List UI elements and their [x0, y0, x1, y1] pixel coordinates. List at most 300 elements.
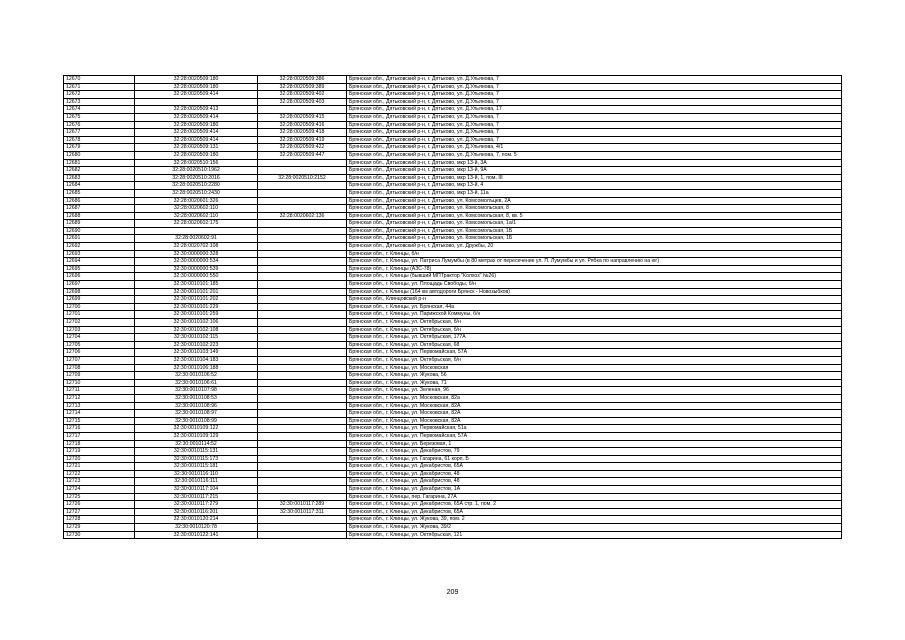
- table-row: [64, 167, 842, 175]
- parcel-number-cell: 32:28:0020509:414: [135, 129, 258, 137]
- parcel-number-cell: 32:28:0020509:414: [135, 91, 258, 99]
- parcel-number-cell: 32:28:0020602:110: [135, 212, 258, 220]
- table-row: [64, 524, 842, 532]
- row-number-cell: 12709: [64, 372, 135, 380]
- object-number-cell: 32:28:0020509:418: [258, 129, 347, 137]
- object-number-cell: [258, 356, 347, 364]
- row-number-cell: 12671: [64, 83, 135, 91]
- row-number-cell: 12694: [64, 258, 135, 266]
- table-row: [64, 334, 842, 342]
- table-row: [64, 144, 842, 152]
- row-number-cell: 12697: [64, 281, 135, 289]
- object-number-cell: [258, 493, 347, 501]
- table-row: [64, 235, 842, 243]
- table-row: [64, 227, 842, 235]
- address-cell: Брянская обл., г. Клинцы, ул. Декабристов, 1А: [347, 486, 842, 494]
- address-cell: Брянская обл., Дятьковский р-н, г. Дятьково, ул. Д.Ульянова, 7: [347, 91, 842, 99]
- table-row: [64, 394, 842, 402]
- row-number-cell: 12720: [64, 455, 135, 463]
- row-number-cell: 12681: [64, 159, 135, 167]
- row-number-cell: 12723: [64, 478, 135, 486]
- parcel-number-cell: 32:30:0010101:185: [135, 281, 258, 289]
- parcel-number-cell: 32:28:0020510:1962: [135, 167, 258, 175]
- table-row: [64, 349, 842, 357]
- object-number-cell: [258, 364, 347, 372]
- parcel-number-cell: 32:30:0010102:223: [135, 341, 258, 349]
- address-cell: Брянская обл., г. Клинцы, ул. Декабристов, 65А стр. 1, пом. 2: [347, 501, 842, 509]
- object-number-cell: [258, 159, 347, 167]
- object-number-cell: [258, 227, 347, 235]
- row-number-cell: 12698: [64, 288, 135, 296]
- parcel-number-cell: 32:30:0010101:202: [135, 296, 258, 304]
- address-cell: Брянская обл., г. Клинцы (АЗС-78): [347, 265, 842, 273]
- row-number-cell: 12727: [64, 508, 135, 516]
- parcel-number-cell: 32:30:0010101:229: [135, 303, 258, 311]
- table-row: [64, 288, 842, 296]
- address-cell: Брянская обл., г. Клинцы, ул. Октябрьская, 177А: [347, 334, 842, 342]
- object-number-cell: [258, 440, 347, 448]
- object-number-cell: [258, 455, 347, 463]
- table-row: [64, 387, 842, 395]
- parcel-number-cell: 32:30:0010108:53: [135, 394, 258, 402]
- parcel-number-cell: 32:30:0010106:188: [135, 364, 258, 372]
- row-number-cell: 12688: [64, 212, 135, 220]
- row-number-cell: 12675: [64, 113, 135, 121]
- row-number-cell: 12680: [64, 151, 135, 159]
- table-row: [64, 265, 842, 273]
- address-cell: Брянская обл., г. Клинцы, ул. Октябрьская, 121: [347, 531, 842, 539]
- address-cell: Брянская обл., Дятьковский р-н, г. Дятьково, ул. Д.Ульянова, 7: [347, 98, 842, 106]
- object-number-cell: [258, 341, 347, 349]
- object-number-cell: [258, 425, 347, 433]
- row-number-cell: 12721: [64, 463, 135, 471]
- table-row: [64, 212, 842, 220]
- parcel-number-cell: 32:30:0010108:97: [135, 410, 258, 418]
- parcel-number-cell: 32:28:0020510:2016: [135, 174, 258, 182]
- table-row: [64, 478, 842, 486]
- parcel-number-cell: 32:30:0010107:98: [135, 387, 258, 395]
- table-row: [64, 455, 842, 463]
- page-number: 209: [446, 589, 459, 596]
- address-cell: Брянская обл., г. Клинцы, ул. Площадь Свободы, б/н: [347, 281, 842, 289]
- parcel-number-cell: 32:28:0020602:110: [135, 205, 258, 213]
- parcel-number-cell: 32:28:0020509:180: [135, 76, 258, 84]
- address-cell: Брянская обл., Дятьковский р-н, г. Дятьково, ул. Д.Ульянова, 7: [347, 76, 842, 84]
- table-row: [64, 432, 842, 440]
- object-number-cell: 32:28:0020509:416: [258, 121, 347, 129]
- object-number-cell: [258, 189, 347, 197]
- parcel-number-cell: 32:28:0020702:108: [135, 243, 258, 251]
- parcel-number-cell: 32:30:0010108:99: [135, 417, 258, 425]
- table-row: [64, 364, 842, 372]
- row-number-cell: 12696: [64, 273, 135, 281]
- parcel-number-cell: 32:28:0020510:2280: [135, 182, 258, 190]
- object-number-cell: 32:28:0020509:415: [258, 113, 347, 121]
- table-row: [64, 273, 842, 281]
- table-row: [64, 508, 842, 516]
- object-number-cell: 32:28:0020509:422: [258, 144, 347, 152]
- table-row: [64, 243, 842, 251]
- table-row: [64, 182, 842, 190]
- parcel-number-cell: 32:30:0010106:61: [135, 379, 258, 387]
- row-number-cell: 12702: [64, 319, 135, 327]
- address-cell: Брянская обл., Дятьковский р-н, г. Дятьково, ул. Комсомольская, 1Б: [347, 235, 842, 243]
- table-row: [64, 493, 842, 501]
- parcel-number-cell: [135, 98, 258, 106]
- parcel-number-cell: 32:30:0010102:115: [135, 334, 258, 342]
- parcel-number-cell: 32:30:0000000:534: [135, 258, 258, 266]
- table-row: [64, 402, 842, 410]
- parcel-number-cell: 32:30:0010115:181: [135, 463, 258, 471]
- address-cell: Брянская обл., г. Клинцы, ул. Первомайская, 51а: [347, 425, 842, 433]
- row-number-cell: 12722: [64, 470, 135, 478]
- address-cell: Брянская обл., Дятьковский р-н, г. Дятьково, ул. Д.Ульянова, 7: [347, 129, 842, 137]
- parcel-number-cell: 32:30:0010104:183: [135, 356, 258, 364]
- parcel-number-cell: 32:28:0020509:180: [135, 121, 258, 129]
- address-cell: Брянская обл., Дятьковский р-н, г. Дятьково, мкр 13-й, 3А: [347, 159, 842, 167]
- row-number-cell: 12716: [64, 425, 135, 433]
- address-cell: Брянская обл., Дятьковский р-н, г. Дятьково, ул. Комсомолъцев, 2А: [347, 197, 842, 205]
- row-number-cell: 12715: [64, 417, 135, 425]
- object-number-cell: [258, 205, 347, 213]
- address-cell: Брянская обл., г. Клинцы, пер. Гагарина, 27А: [347, 493, 842, 501]
- row-number-cell: 12695: [64, 265, 135, 273]
- parcel-number-cell: 32:30:0010102:106: [135, 319, 258, 327]
- parcel-number-cell: 32:28:0020602:175: [135, 220, 258, 228]
- table-row: [64, 106, 842, 114]
- table-row: [64, 372, 842, 380]
- row-number-cell: 12684: [64, 182, 135, 190]
- row-number-cell: 12676: [64, 121, 135, 129]
- parcel-number-cell: 32:30:0010109:129: [135, 432, 258, 440]
- parcel-number-cell: 32:30:0010106:52: [135, 372, 258, 380]
- row-number-cell: 12672: [64, 91, 135, 99]
- address-cell: Брянская обл., Дятьковский р-н, г. Дятьково, ул. Комсомольская, 1а/1: [347, 220, 842, 228]
- parcel-number-cell: 32:30:0010115:131: [135, 448, 258, 456]
- parcel-number-cell: 32:30:0000000:539: [135, 265, 258, 273]
- address-cell: Брянская обл., г. Клинцы, б/н: [347, 250, 842, 258]
- row-number-cell: 12718: [64, 440, 135, 448]
- object-number-cell: 32:28:0020509:419: [258, 136, 347, 144]
- row-number-cell: 12679: [64, 144, 135, 152]
- row-number-cell: 12693: [64, 250, 135, 258]
- address-cell: Брянская обл., г. Клинцы, ул. Гагарина, 61 корп. Б: [347, 455, 842, 463]
- address-cell: Брянская обл., г. Клинцы, ул. Жукова, 71: [347, 379, 842, 387]
- row-number-cell: 12706: [64, 349, 135, 357]
- row-number-cell: 12730: [64, 531, 135, 539]
- parcel-number-cell: 32:30:0010117:215: [135, 493, 258, 501]
- parcel-number-cell: 32:30:0010103:149: [135, 349, 258, 357]
- object-number-cell: [258, 478, 347, 486]
- object-number-cell: [258, 402, 347, 410]
- row-number-cell: 12690: [64, 227, 135, 235]
- row-number-cell: 12728: [64, 516, 135, 524]
- object-number-cell: [258, 197, 347, 205]
- address-cell: Брянская обл., г. Клинцы, ул. Московская, 82А: [347, 417, 842, 425]
- object-number-cell: [258, 182, 347, 190]
- address-cell: Брянская обл., г. Клинцы, ул. Декабристов, 48: [347, 470, 842, 478]
- table-row: [64, 174, 842, 182]
- address-cell: Брянская обл., Дятьковский р-н, г. Дятьково, ул. Комсомольская, 1Б: [347, 227, 842, 235]
- address-cell: Брянская обл., г. Клинцы, ул. Патриса Лумумбы (в 80 метрах от пересечение ул. П. Лумумбы и ул. Рябка по направлению на юг): [347, 258, 842, 266]
- object-number-cell: [258, 250, 347, 258]
- object-number-cell: 32:28:0020509:447: [258, 151, 347, 159]
- address-cell: Брянская обл., г. Клинцы, ул. Первомайская, 57А: [347, 432, 842, 440]
- object-number-cell: [258, 311, 347, 319]
- table-row: [64, 83, 842, 91]
- address-cell: Брянская обл., Дятьковский р-н, г. Дятьково, ул. Д.Ульянова, 7: [347, 136, 842, 144]
- row-number-cell: 12707: [64, 356, 135, 364]
- address-cell: Брянская обл., г. Клинцы, ул. Московская: [347, 364, 842, 372]
- row-number-cell: 12699: [64, 296, 135, 304]
- object-number-cell: [258, 379, 347, 387]
- object-number-cell: 32:28:0020509:389: [258, 83, 347, 91]
- parcel-number-cell: 32:30:0010101:201: [135, 288, 258, 296]
- row-number-cell: 12717: [64, 432, 135, 440]
- address-cell: Брянская обл., г. Клинцы, ул. Жукова, 39, пом. 2: [347, 516, 842, 524]
- table-row: [64, 205, 842, 213]
- parcel-number-cell: 32:30:0010108:96: [135, 402, 258, 410]
- row-number-cell: 12700: [64, 303, 135, 311]
- table-row: [64, 501, 842, 509]
- object-number-cell: [258, 273, 347, 281]
- row-number-cell: 12678: [64, 136, 135, 144]
- table-row: [64, 129, 842, 137]
- row-number-cell: 12687: [64, 205, 135, 213]
- address-cell: Брянская обл., Дятьковский р-н, г. Дятьково, ул. Д.Ульянова, 7, пом. 5: [347, 151, 842, 159]
- parcel-number-cell: 32:28:0020509:413: [135, 106, 258, 114]
- table-row: [64, 486, 842, 494]
- object-number-cell: 32:28:0020510:2152: [258, 174, 347, 182]
- address-cell: Брянская обл., Дятьковский р-н, г. Дятьково, мкр 13-й, 1, пом. III: [347, 174, 842, 182]
- table-row: [64, 448, 842, 456]
- parcel-number-cell: 32:30:0010120:214: [135, 516, 258, 524]
- parcel-number-cell: 32:30:0010116:110: [135, 470, 258, 478]
- object-number-cell: [258, 319, 347, 327]
- parcel-number-cell: 32:28:0020509:414: [135, 136, 258, 144]
- table-row: [64, 189, 842, 197]
- object-number-cell: 32:28:0020509:386: [258, 76, 347, 84]
- row-number-cell: 12673: [64, 98, 135, 106]
- row-number-cell: 12713: [64, 402, 135, 410]
- table-row: [64, 136, 842, 144]
- parcel-number-cell: 32:28:0020602:91: [135, 235, 258, 243]
- row-number-cell: 12691: [64, 235, 135, 243]
- table-row: [64, 258, 842, 266]
- table-row: [64, 463, 842, 471]
- address-cell: Брянская обл., Клинцовский р-н: [347, 296, 842, 304]
- table-row: [64, 379, 842, 387]
- parcel-number-cell: 32:30:0000000:550: [135, 273, 258, 281]
- row-number-cell: 12674: [64, 106, 135, 114]
- row-number-cell: 12711: [64, 387, 135, 395]
- table-row: [64, 91, 842, 99]
- table-row: [64, 417, 842, 425]
- row-number-cell: 12692: [64, 243, 135, 251]
- parcel-number-cell: 32:28:0020601:326: [135, 197, 258, 205]
- table-row: [64, 356, 842, 364]
- row-number-cell: 12670: [64, 76, 135, 84]
- table-row: [64, 319, 842, 327]
- object-number-cell: [258, 334, 347, 342]
- parcel-number-cell: 32:28:0020509:180: [135, 151, 258, 159]
- address-cell: Брянская обл., г. Клинцы, ул. Октябрьская, б/н: [347, 356, 842, 364]
- table-row: [64, 121, 842, 129]
- address-cell: Брянская обл., Дятьковский р-н, г. Дятьково, ул. Комсомольская, 8: [347, 205, 842, 213]
- address-cell: Брянская обл., г. Клинцы, ул. Декабристов, 65А: [347, 463, 842, 471]
- address-cell: Брянская обл., г. Клинцы, ул. Березовая, 1: [347, 440, 842, 448]
- address-cell: Брянская обл., Дятьковский р-н, г. Дятьково, ул. Д.Ульянова, 7: [347, 83, 842, 91]
- row-number-cell: 12705: [64, 341, 135, 349]
- parcel-number-cell: 32:30:0010122:141: [135, 531, 258, 539]
- parcel-number-cell: 32:30:0010101:259: [135, 311, 258, 319]
- table-row: [64, 220, 842, 228]
- parcel-number-cell: 32:30:0000000:328: [135, 250, 258, 258]
- parcel-number-cell: 32:30:0010102:108: [135, 326, 258, 334]
- address-cell: Брянская обл., г. Клинцы, ул. Октябрьская, б/н: [347, 319, 842, 327]
- table-row: [64, 303, 842, 311]
- row-number-cell: 12683: [64, 174, 135, 182]
- table-row: [64, 410, 842, 418]
- address-cell: Брянская обл., г. Клинцы, ул. Декабристов, 79: [347, 448, 842, 456]
- row-number-cell: 12685: [64, 189, 135, 197]
- object-number-cell: [258, 167, 347, 175]
- object-number-cell: [258, 243, 347, 251]
- object-number-cell: [258, 463, 347, 471]
- object-number-cell: 32:30:0010117:289: [258, 501, 347, 509]
- object-number-cell: [258, 410, 347, 418]
- table-row: [64, 197, 842, 205]
- table-row: [64, 281, 842, 289]
- parcel-number-cell: 32:30:0010117:279: [135, 501, 258, 509]
- object-number-cell: [258, 349, 347, 357]
- parcel-number-cell: 32:30:0010115:173: [135, 455, 258, 463]
- object-number-cell: [258, 106, 347, 114]
- row-number-cell: 12703: [64, 326, 135, 334]
- table-row: [64, 311, 842, 319]
- parcel-number-cell: 32:28:0020510:156: [135, 159, 258, 167]
- object-number-cell: 32:28:0020509:402: [258, 91, 347, 99]
- row-number-cell: 12714: [64, 410, 135, 418]
- object-number-cell: [258, 220, 347, 228]
- table-row: [64, 516, 842, 524]
- table-row: [64, 470, 842, 478]
- address-cell: Брянская обл., г. Клинцы, ул. Брянская, 44а: [347, 303, 842, 311]
- table-row: [64, 113, 842, 121]
- row-number-cell: 12726: [64, 501, 135, 509]
- address-cell: Брянская обл., г. Клинцы (164 км автодороги Брянск - Новозыбков): [347, 288, 842, 296]
- object-number-cell: [258, 432, 347, 440]
- row-number-cell: 12704: [64, 334, 135, 342]
- object-number-cell: [258, 417, 347, 425]
- address-cell: Брянская обл., Дятьковский р-н, г. Дятьково, ул. Д.Ульянова, 7: [347, 113, 842, 121]
- cadastral-table-body: [64, 76, 842, 539]
- row-number-cell: 12708: [64, 364, 135, 372]
- row-number-cell: 12710: [64, 379, 135, 387]
- table-row: [64, 326, 842, 334]
- table-row: [64, 250, 842, 258]
- object-number-cell: [258, 281, 347, 289]
- address-cell: Брянская обл., Дятьковский р-н, г. Дятьково, ул. Д.Ульянова, 4/1: [347, 144, 842, 152]
- object-number-cell: [258, 394, 347, 402]
- address-cell: Брянская обл., г. Клинцы, ул. Декабристов, 48: [347, 478, 842, 486]
- parcel-number-cell: 32:30:0010116:111: [135, 478, 258, 486]
- row-number-cell: 12729: [64, 524, 135, 532]
- object-number-cell: [258, 288, 347, 296]
- address-cell: Брянская обл., г. Клинцы, ул. Зеленая, 96: [347, 387, 842, 395]
- parcel-number-cell: 32:30:0010109:122: [135, 425, 258, 433]
- row-number-cell: 12701: [64, 311, 135, 319]
- object-number-cell: [258, 258, 347, 266]
- table-row: [64, 296, 842, 304]
- parcel-number-cell: 32:28:0020509:180: [135, 83, 258, 91]
- address-cell: Брянская обл., г. Клинцы, ул. Декабристов, 65А: [347, 508, 842, 516]
- address-cell: Брянская обл., г. Клинцы, ул. Московская, 82А: [347, 410, 842, 418]
- address-cell: Брянская обл., Дятьковский р-н, г. Дятьково, ул. Комсомольская, 8, кв. 5: [347, 212, 842, 220]
- cadastral-table: [63, 75, 842, 539]
- parcel-number-cell: 32:30:0010117:104: [135, 486, 258, 494]
- row-number-cell: 12712: [64, 394, 135, 402]
- object-number-cell: [258, 524, 347, 532]
- object-number-cell: [258, 448, 347, 456]
- row-number-cell: 12719: [64, 448, 135, 456]
- address-cell: Брянская обл., Дятьковский р-н, г. Дятьково, ул. Д.Ульянова, 17: [347, 106, 842, 114]
- parcel-number-cell: 32:30:0010116:201: [135, 508, 258, 516]
- address-cell: Брянская обл., Дятьковский р-н, г. Дятьково, ул. Д.Ульянова, 7: [347, 121, 842, 129]
- object-number-cell: [258, 516, 347, 524]
- address-cell: Брянская обл., г. Клинцы, ул. Московская, 82а: [347, 394, 842, 402]
- address-cell: Брянская обл., г. Клинцы, ул. Московская, 82А: [347, 402, 842, 410]
- address-cell: Брянская обл., г. Клинцы, ул. Парижской Коммуны, б/н: [347, 311, 842, 319]
- row-number-cell: 12724: [64, 486, 135, 494]
- row-number-cell: 12689: [64, 220, 135, 228]
- table-row: [64, 440, 842, 448]
- parcel-number-cell: 32:30:0010120:78: [135, 524, 258, 532]
- object-number-cell: [258, 470, 347, 478]
- table-row: [64, 98, 842, 106]
- address-cell: Брянская обл., г. Клинцы (бывший МПТрактор "Колхоз" №26): [347, 273, 842, 281]
- object-number-cell: [258, 235, 347, 243]
- parcel-number-cell: 32:28:0020509:414: [135, 113, 258, 121]
- object-number-cell: [258, 531, 347, 539]
- object-number-cell: [258, 265, 347, 273]
- parcel-number-cell: 32:28:0020510:2430: [135, 189, 258, 197]
- parcel-number-cell: [135, 227, 258, 235]
- object-number-cell: 32:30:0010117:311: [258, 508, 347, 516]
- row-number-cell: 12725: [64, 493, 135, 501]
- object-number-cell: [258, 303, 347, 311]
- row-number-cell: 12677: [64, 129, 135, 137]
- table-row: [64, 76, 842, 84]
- object-number-cell: [258, 387, 347, 395]
- object-number-cell: 32:28:0020602:136: [258, 212, 347, 220]
- parcel-number-cell: 32:28:0020509:131: [135, 144, 258, 152]
- address-cell: Брянская обл., Дятьковский р-н, г. Дятьково, ул. Дружбы, 20: [347, 243, 842, 251]
- row-number-cell: 12686: [64, 197, 135, 205]
- object-number-cell: 32:28:0020509:403: [258, 98, 347, 106]
- address-cell: Брянская обл., г. Клинцы, ул. Октябрьская, 68: [347, 341, 842, 349]
- address-cell: Брянская обл., г. Клинцы, ул. Жукова, 56: [347, 372, 842, 380]
- object-number-cell: [258, 326, 347, 334]
- address-cell: Брянская обл., Дятьковский р-н, г. Дятьково, мкр 13-й, 11а: [347, 189, 842, 197]
- object-number-cell: [258, 372, 347, 380]
- table-row: [64, 425, 842, 433]
- table-row: [64, 159, 842, 167]
- table-row: [64, 531, 842, 539]
- address-cell: Брянская обл., г. Клинцы, ул. Октябрьская, б/н: [347, 326, 842, 334]
- row-number-cell: 12682: [64, 167, 135, 175]
- object-number-cell: [258, 296, 347, 304]
